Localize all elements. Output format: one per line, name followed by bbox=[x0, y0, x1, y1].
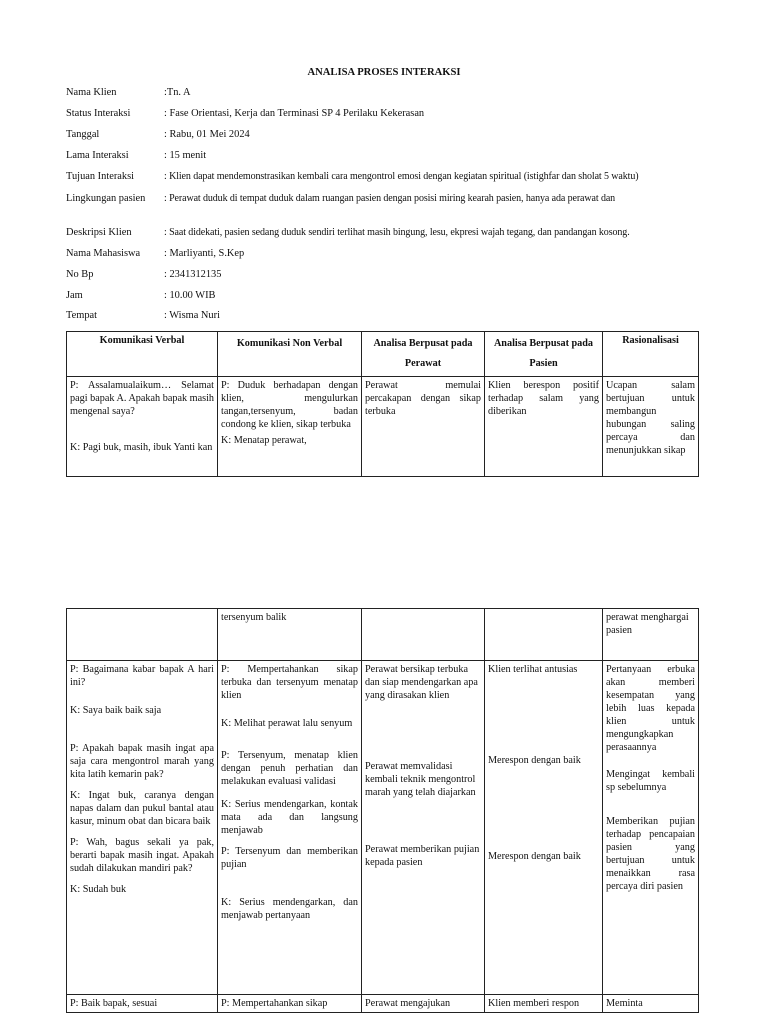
cell-nonverbal: P: Mempertahankan sikap bbox=[218, 995, 362, 1013]
header-analisa-perawat: Analisa Berpusat pada Perawat bbox=[362, 332, 485, 377]
info-label: Tujuan Interaksi bbox=[66, 171, 135, 182]
interaction-table-page-2 bbox=[66, 608, 699, 1013]
info-label: Jam bbox=[66, 290, 83, 301]
cell-analisa-perawat bbox=[362, 661, 485, 995]
table-row bbox=[67, 661, 699, 995]
verbal-line: K: Ingat buk, caranya dengan napas dalam dan pukul bantal atau kasur, minum obat dan bicara baik bbox=[70, 790, 214, 827]
verbal-line: P: Apakah bapak masih ingat apa saja cara mengontrol marah yang kita latih kemarin pak? bbox=[70, 743, 214, 780]
nonverbal-line: K: Serius mendengarkan, dan menjawab pertanyaan bbox=[221, 897, 358, 921]
nonverbal-line: P: Mempertahankan sikap terbuka dan tersenyum menatap klien bbox=[221, 664, 358, 701]
cell-rasionalisasi bbox=[603, 661, 699, 995]
info-label: Nama Mahasiswa bbox=[66, 248, 141, 259]
analisa-pasien-line: Merespon dengan baik bbox=[488, 755, 581, 766]
nonverbal-perawat: P: Duduk berhadapan dengan klien, mengulurkan tangan,tersenyum, badan condong ke klien, sikap terbuka bbox=[221, 380, 358, 430]
info-value: : 15 menit bbox=[164, 150, 207, 161]
document-title: ANALISA PROSES INTERAKSI bbox=[307, 67, 461, 78]
cell-analisa-pasien bbox=[485, 661, 603, 995]
info-label: Lama Interaksi bbox=[66, 150, 129, 161]
cell-rasionalisasi: Ucapan salam bertujuan untuk membangun hubungan saling percaya dan menunjukkan sikap bbox=[603, 377, 699, 477]
info-value: : Rabu, 01 Mei 2024 bbox=[164, 129, 250, 140]
verbal-perawat: P: Assalamualaikum… Selamat pagi bapak A. Apakah bapak masih mengenal saya? bbox=[70, 380, 214, 417]
table-row bbox=[67, 609, 699, 661]
cell-analisa-pasien: Klien berespon positif terhadap salam yang diberikan bbox=[485, 377, 603, 477]
table-row bbox=[67, 377, 699, 477]
cell-rasionalisasi: Meminta bbox=[603, 995, 699, 1013]
verbal-line: K: Sudah buk bbox=[70, 884, 127, 895]
cell-analisa-pasien bbox=[485, 609, 603, 661]
info-label: Tanggal bbox=[66, 129, 100, 140]
rasional-line: Pertanyaan erbuka akan memberi kesempatan yang lebih luas kepada klien untuk mengungkapkan perasaannya bbox=[606, 664, 695, 753]
cell-analisa-perawat bbox=[362, 609, 485, 661]
nonverbal-line: K: Melihat perawat lalu senyum bbox=[221, 718, 353, 729]
info-value: : Klien dapat mendemonstrasikan kembali cara mengontrol emosi dengan kegiatan spiritual (istighfar dan sholat 5 waktu) bbox=[164, 171, 639, 182]
header-komunikasi-verbal: Komunikasi Verbal bbox=[67, 332, 218, 377]
nonverbal-line: P: Tersenyum dan memberikan pujian bbox=[221, 846, 358, 870]
table-row bbox=[67, 995, 699, 1013]
interaction-table-page-1 bbox=[66, 331, 699, 477]
analisa-perawat-line: Perawat memvalidasi kembali teknik mengontrol marah yang telah diajarkan bbox=[365, 761, 476, 798]
nonverbal-line: K: Serius mendengarkan, kontak mata ada dan langsung menjawab bbox=[221, 799, 358, 836]
info-label: Status Interaksi bbox=[66, 108, 131, 119]
rasional-line: Memberikan pujian terhadap pencapaian pasien yang bertujuan untuk menaikkan rasa percaya diri pasien bbox=[606, 816, 695, 892]
info-label: Lingkungan pasien bbox=[66, 193, 146, 204]
info-label: Deskripsi Klien bbox=[66, 227, 132, 238]
info-value: : Perawat duduk di tempat duduk dalam ruangan pasien dengan posisi miring kearah pasien, hanya ada perawat dan bbox=[164, 193, 616, 204]
header-komunikasi-non-verbal: Komunikasi Non Verbal bbox=[218, 332, 362, 377]
header-rasionalisasi: Rasionalisasi bbox=[603, 332, 699, 377]
nonverbal-line: P: Tersenyum, menatap klien dengan penuh perhatian dan melakukan evaluasi validasi bbox=[221, 750, 358, 787]
analisa-perawat-line: Perawat memberikan pujian kepada pasien bbox=[365, 844, 480, 868]
cell-verbal bbox=[67, 377, 218, 477]
verbal-klien: K: Pagi buk, masih, ibuk Yanti kan bbox=[70, 442, 213, 453]
analisa-pasien-line: Klien terlihat antusias bbox=[488, 664, 578, 675]
info-value: :Tn. A bbox=[164, 87, 191, 98]
info-value: : Marliyanti, S.Kep bbox=[164, 248, 245, 259]
verbal-line: P: Wah, bagus sekali ya pak, berarti bapak masih ingat. Apakah sudah dilakukan mandiri pak? bbox=[70, 837, 214, 874]
cell-verbal bbox=[67, 661, 218, 995]
cell-nonverbal: tersenyum balik bbox=[218, 609, 362, 661]
info-value: : 2341312135 bbox=[164, 269, 222, 280]
cell-analisa-pasien: Klien memberi respon bbox=[485, 995, 603, 1013]
rasional-line: Mengingat kembali sp sebelumnya bbox=[606, 769, 695, 793]
cell-verbal bbox=[67, 609, 218, 661]
nonverbal-klien: K: Menatap perawat, bbox=[221, 435, 307, 446]
cell-nonverbal bbox=[218, 377, 362, 477]
header-analisa-pasien: Analisa Berpusat pada Pasien bbox=[485, 332, 603, 377]
cell-analisa-perawat: Perawat memulai percakapan dengan sikap terbuka bbox=[362, 377, 485, 477]
cell-analisa-perawat: Perawat mengajukan bbox=[362, 995, 485, 1013]
cell-nonverbal bbox=[218, 661, 362, 995]
analisa-perawat-line: Perawat bersikap terbuka dan siap mendengarkan apa yang dirasakan klien bbox=[365, 664, 478, 701]
analisa-pasien-line: Merespon dengan baik bbox=[488, 851, 581, 862]
info-label: Nama Klien bbox=[66, 87, 117, 98]
table-header-row bbox=[67, 332, 699, 377]
info-value: : 10.00 WIB bbox=[164, 290, 216, 301]
info-value: : Wisma Nuri bbox=[164, 310, 220, 321]
info-value: : Fase Orientasi, Kerja dan Terminasi SP 4 Perilaku Kekerasan bbox=[164, 108, 425, 119]
verbal-line: P: Bagaimana kabar bapak A hari ini? bbox=[70, 664, 214, 688]
info-value: : Saat didekati, pasien sedang duduk sendiri terlihat masih bingung, lesu, ekpresi wajah tegang, dan pandangan kosong. bbox=[164, 227, 630, 238]
info-label: Tempat bbox=[66, 310, 98, 321]
cell-verbal: P: Baik bapak, sesuai bbox=[67, 995, 218, 1013]
verbal-line: K: Saya baik baik saja bbox=[70, 705, 162, 716]
info-label: No Bp bbox=[66, 269, 94, 280]
cell-rasionalisasi: perawat menghargai pasien bbox=[603, 609, 699, 661]
